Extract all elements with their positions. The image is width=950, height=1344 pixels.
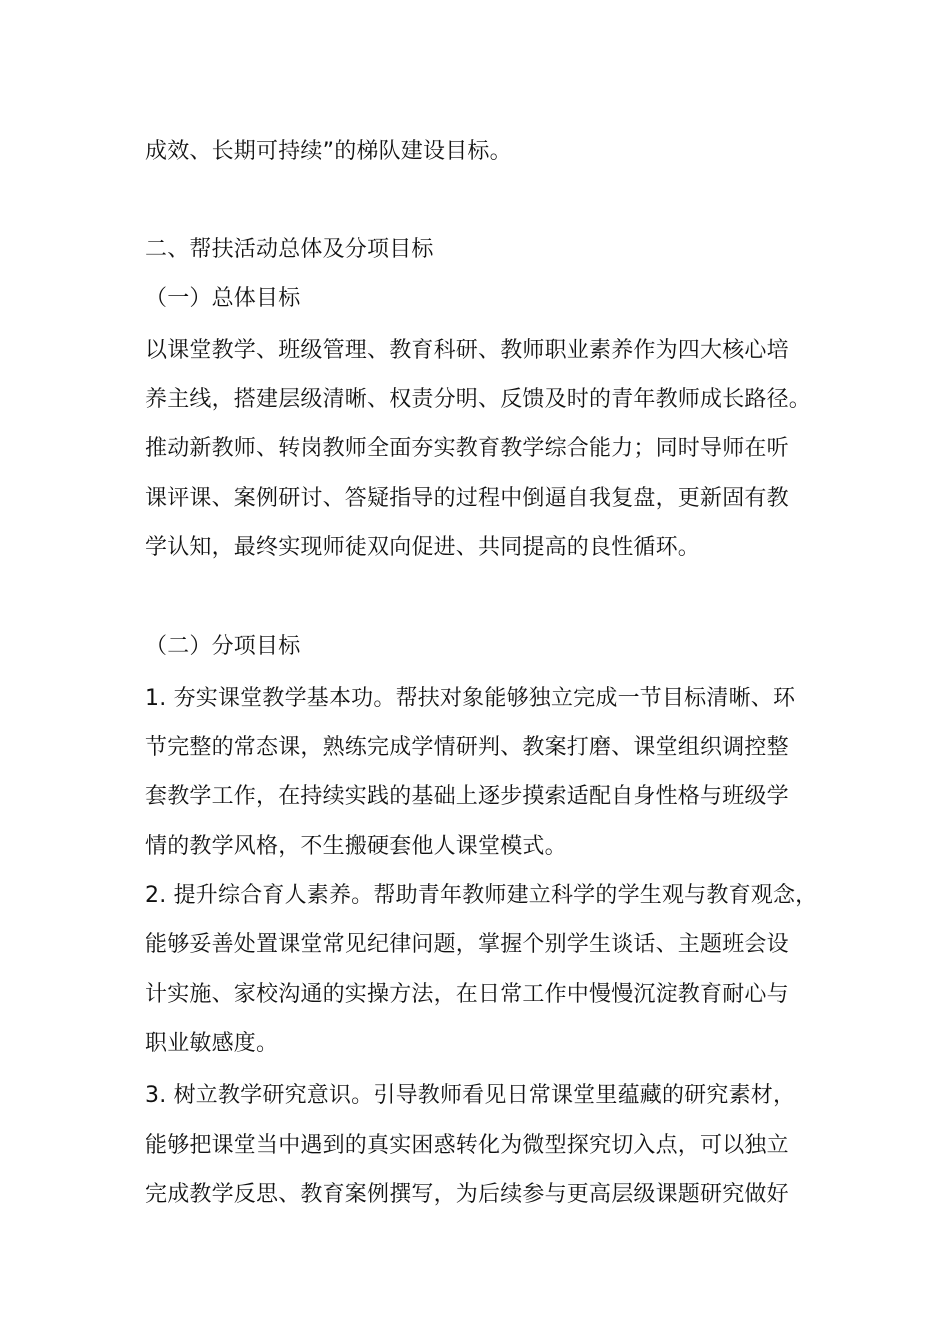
subsection-heading: （二）分项目标 <box>145 634 301 659</box>
list-item-line: 情的教学风格，不生搬硬套他人课堂模式。 <box>145 834 567 859</box>
paragraph-line: 课评课、案例研讨、答疑指导的过程中倒逼自我复盘，更新固有教 <box>145 486 789 511</box>
list-item-line: 能够妥善处置课堂常见纪律问题，掌握个别学生谈话、主题班会设 <box>145 932 789 957</box>
list-item-line: 2. 提升综合育人素养。帮助青年教师建立科学的学生观与教育观念， <box>145 883 818 908</box>
subsection-heading: （一）总体目标 <box>145 286 301 311</box>
list-item-line: 职业敏感度。 <box>145 1031 279 1056</box>
paragraph-line: 养主线，搭建层级清晰、权责分明、反馈及时的青年教师成长路径。 <box>145 387 812 412</box>
paragraph-line: 成效、长期可持续”的梯队建设目标。 <box>145 139 512 164</box>
list-item-line: 计实施、家校沟通的实操方法，在日常工作中慢慢沉淀教育耐心与 <box>145 982 789 1007</box>
paragraph-line: 推动新教师、转岗教师全面夯实教育教学综合能力；同时导师在听 <box>145 436 789 461</box>
list-item-line: 能够把课堂当中遇到的真实困惑转化为微型探究切入点，可以独立 <box>145 1133 789 1158</box>
list-item-line: 3. 树立教学研究意识。引导教师看见日常课堂里蕴藏的研究素材， <box>145 1083 796 1108</box>
list-item-line: 1. 夯实课堂教学基本功。帮扶对象能够独立完成一节目标清晰、环 <box>145 686 796 711</box>
list-item-line: 完成教学反思、教育案例撰写，为后续参与更高层级课题研究做好 <box>145 1182 789 1207</box>
paragraph-line: 以课堂教学、班级管理、教育科研、教师职业素养作为四大核心培 <box>145 338 789 363</box>
list-item-line: 套教学工作，在持续实践的基础上逐步摸索适配自身性格与班级学 <box>145 784 789 809</box>
list-item-line: 节完整的常态课，熟练完成学情研判、教案打磨、课堂组织调控整 <box>145 735 789 760</box>
section-heading: 二、帮扶活动总体及分项目标 <box>145 237 434 262</box>
paragraph-line: 学认知，最终实现师徒双向促进、共同提高的良性循环。 <box>145 535 701 560</box>
